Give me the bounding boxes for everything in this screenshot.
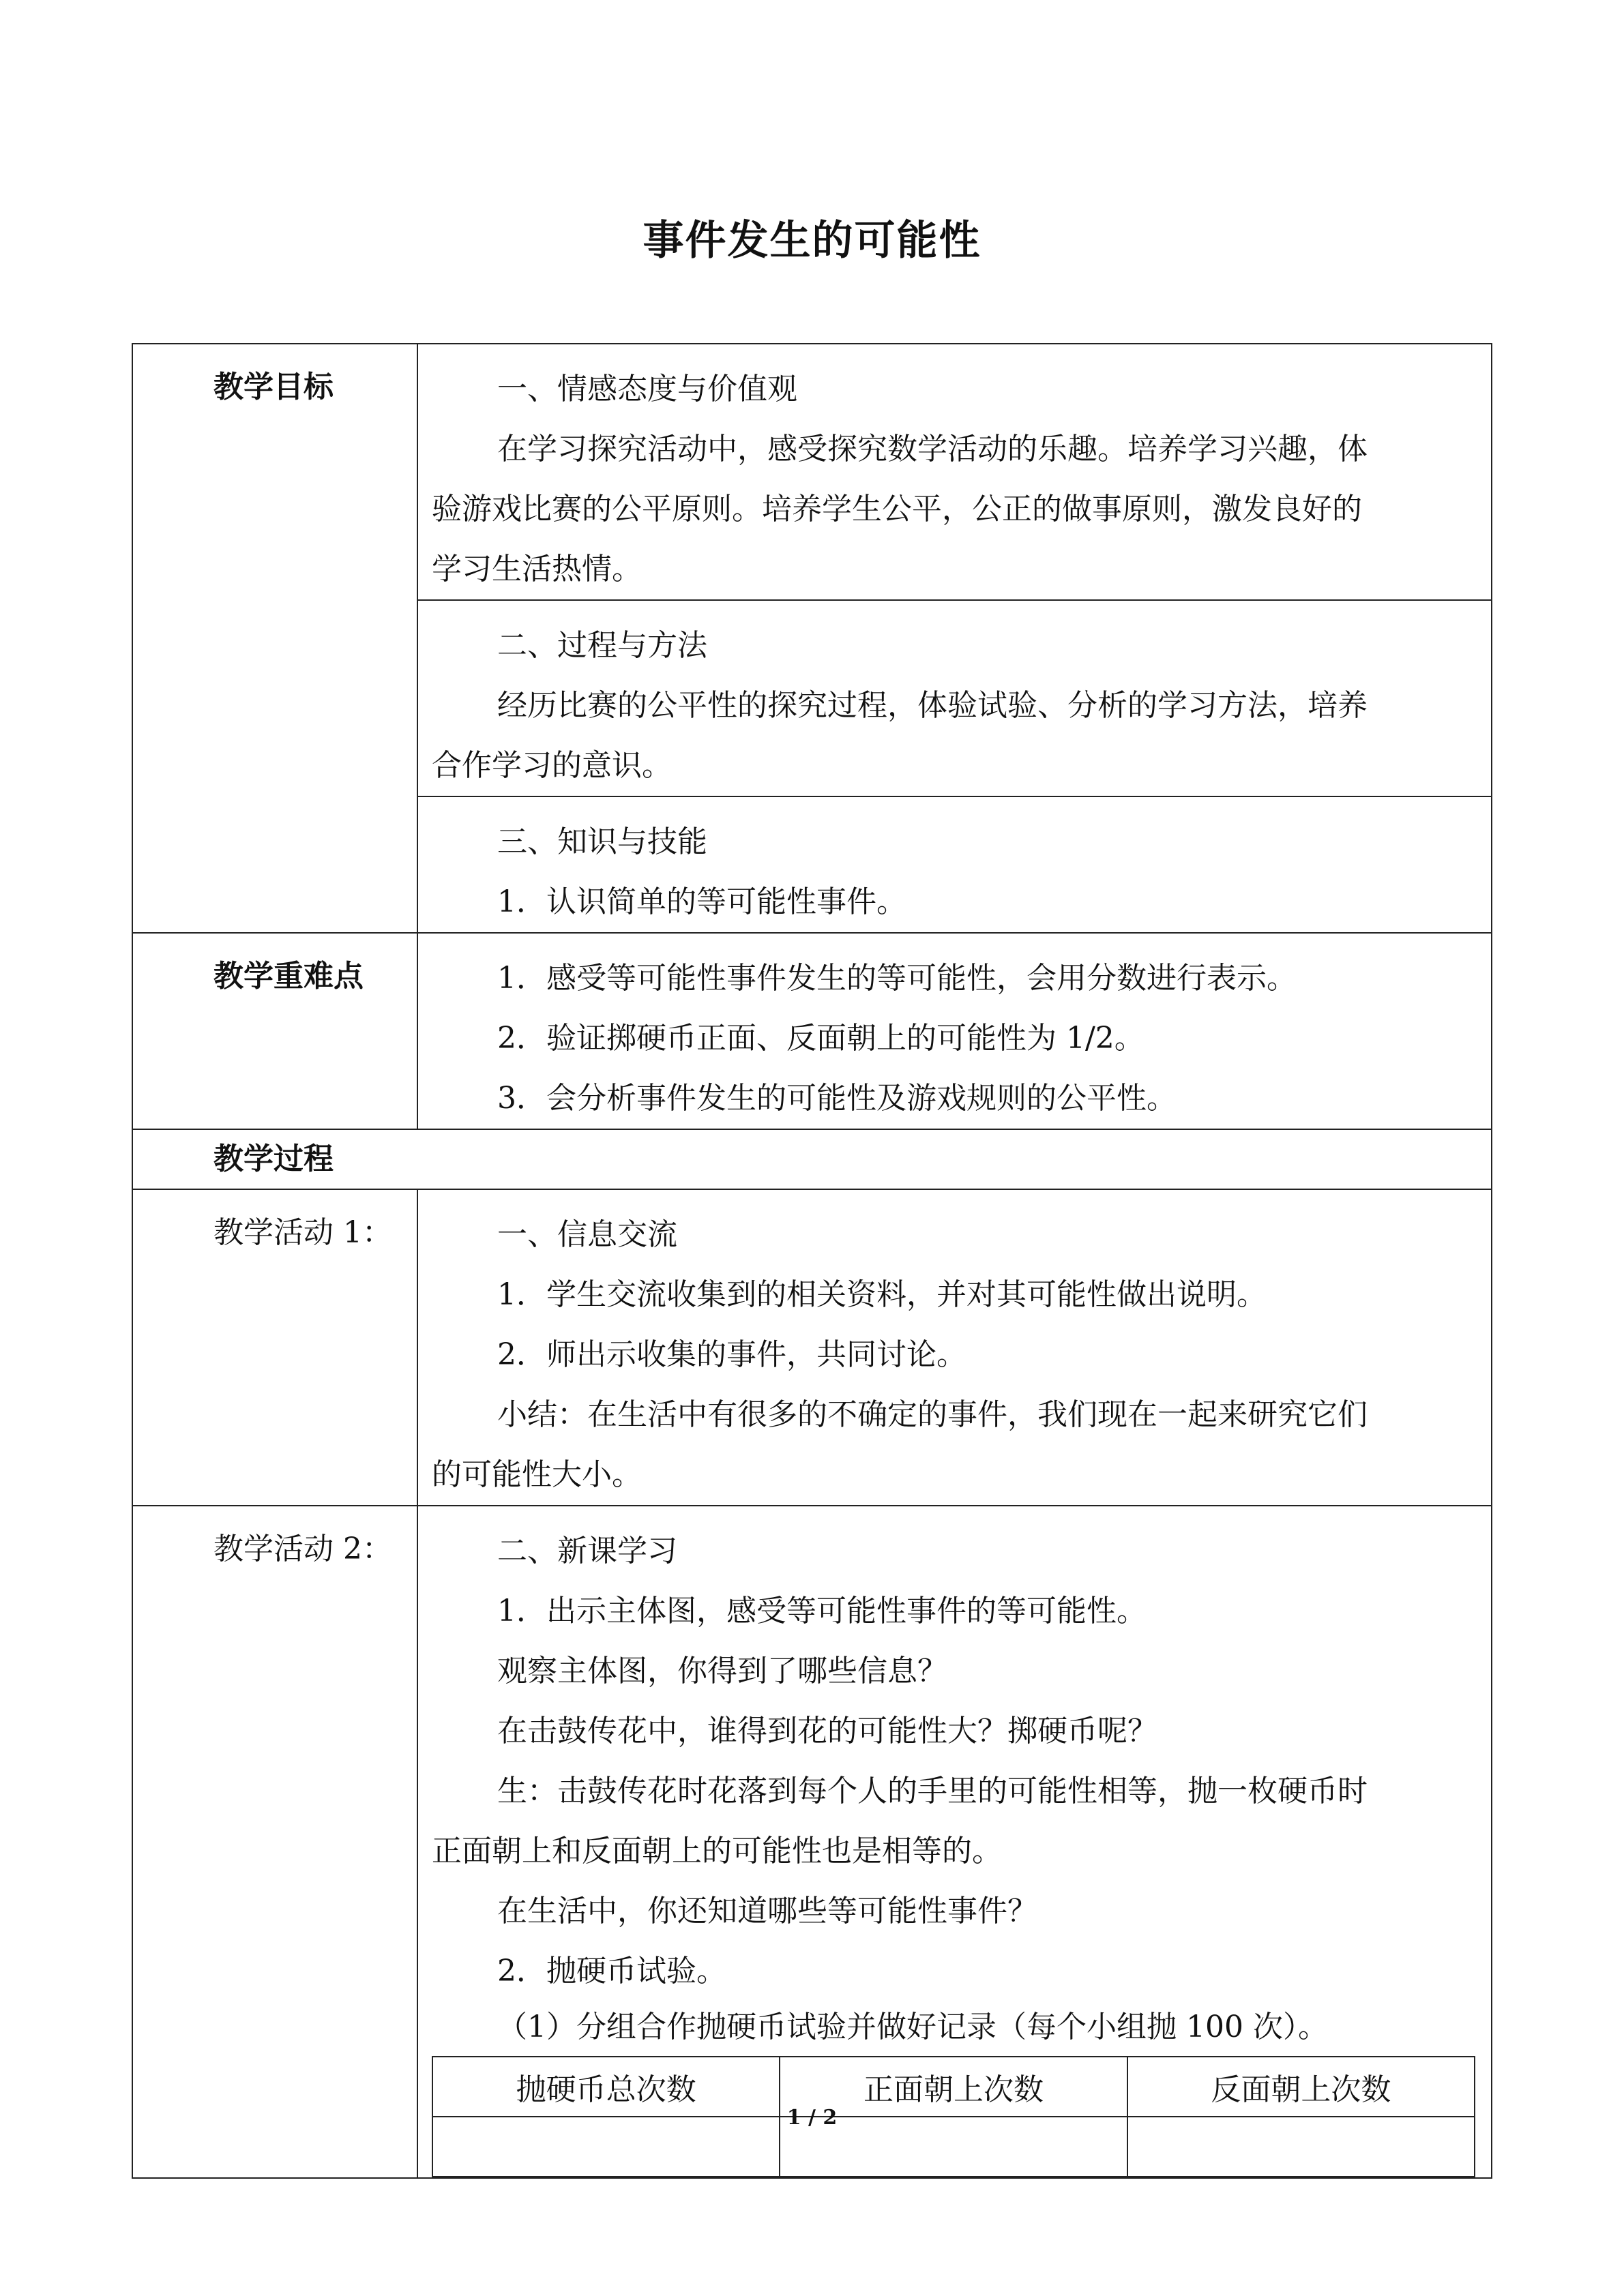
record-header-tails: 反面朝上次数: [1127, 2057, 1475, 2117]
activity2-line6: 正面朝上和反面朝上的可能性也是相等的。: [432, 1834, 1002, 1868]
activity2-line2: 1．出示主体图，感受等可能性事件的等可能性。: [497, 1594, 1147, 1628]
objectives-label-cell: [132, 344, 417, 933]
key-points-content: [417, 933, 1492, 1129]
objectives-section-3: [417, 796, 1492, 933]
activity1-line5: 的可能性大小。: [432, 1457, 642, 1492]
activity1-label: 教学活动 1：: [213, 1215, 392, 1250]
objectives-s1-line1: 在学习探究活动中，感受探究数学活动的乐趣。培养学习兴趣，体: [497, 432, 1368, 466]
objectives-section-1: [417, 344, 1492, 600]
lesson-plan-table: [132, 343, 1492, 2179]
objectives-s2-line1: 经历比赛的公平性的探究过程，体验试验、分析的学习方法，培养: [497, 688, 1368, 723]
key-points-row: [132, 933, 1492, 1129]
activity1-content: [417, 1189, 1492, 1506]
key-points-label: 教学重难点: [213, 959, 364, 994]
process-heading-cell: [132, 1129, 1492, 1189]
objectives-label: 教学目标: [213, 370, 334, 404]
objectives-row-1: [132, 344, 1492, 600]
activity2-line3: 观察主体图，你得到了哪些信息？: [497, 1654, 947, 1688]
key-point-1: 1．感受等可能性事件发生的等可能性，会用分数进行表示。: [497, 961, 1297, 996]
activity2-label: 教学活动 2：: [213, 1532, 392, 1566]
activity1-line1: 一、信息交流: [497, 1217, 677, 1252]
objectives-s2-line2: 合作学习的意识。: [432, 748, 672, 783]
activity2-line4: 在击鼓传花中，谁得到花的可能性大？掷硬币呢？: [497, 1714, 1157, 1748]
activity2-line8: 2．抛硬币试验。: [497, 1954, 726, 1988]
activity2-line5: 生：击鼓传花时花落到每个人的手里的可能性相等，抛一枚硬币时: [497, 1774, 1368, 1808]
activity1-line3: 2．师出示收集的事件，共同讨论。: [497, 1337, 966, 1372]
key-point-3: 3．会分析事件发生的可能性及游戏规则的公平性。: [497, 1081, 1177, 1116]
objectives-s3-line1: 1．认识简单的等可能性事件。: [497, 884, 906, 919]
record-header-total: 抛硬币总次数: [432, 2057, 780, 2117]
objectives-section-2: [417, 600, 1492, 796]
activity2-line7: 在生活中，你还知道哪些等可能性事件？: [497, 1894, 1037, 1928]
record-header-heads: 正面朝上次数: [780, 2057, 1127, 2117]
activity1-line2: 1．学生交流收集到的相关资料，并对其可能性做出说明。: [497, 1277, 1267, 1312]
activity2-content: [417, 1506, 1492, 2178]
objectives-s1-line3: 学习生活热情。: [432, 552, 642, 586]
activity2-label-cell: [132, 1506, 417, 2178]
activity1-row: [132, 1189, 1492, 1506]
key-points-label-cell: [132, 933, 417, 1129]
objectives-s3-heading: 三、知识与技能: [497, 824, 707, 859]
process-heading: 教学过程: [213, 1142, 334, 1176]
activity1-label-cell: [132, 1189, 417, 1506]
activity2-line9: （1）分组合作抛硬币试验并做好记录（每个小组抛 100 次）。: [497, 2010, 1328, 2044]
process-row: [132, 1129, 1492, 1189]
activity1-line4: 小结：在生活中有很多的不确定的事件，我们现在一起来研究它们: [497, 1397, 1368, 1432]
document-title: 事件发生的可能性: [643, 217, 981, 265]
objectives-s1-line2: 验游戏比赛的公平原则。培养学生公平，公正的做事原则，激发良好的: [432, 492, 1362, 526]
activity2-line1: 二、新课学习: [497, 1534, 677, 1568]
key-point-2: 2．验证掷硬币正面、反面朝上的可能性为 1/2。: [497, 1021, 1145, 1056]
objectives-s2-heading: 二、过程与方法: [497, 628, 707, 663]
objectives-s1-heading: 一、情感态度与价值观: [497, 372, 797, 406]
activity2-row: [132, 1506, 1492, 2178]
page-number: 1 / 2: [786, 2106, 838, 2130]
